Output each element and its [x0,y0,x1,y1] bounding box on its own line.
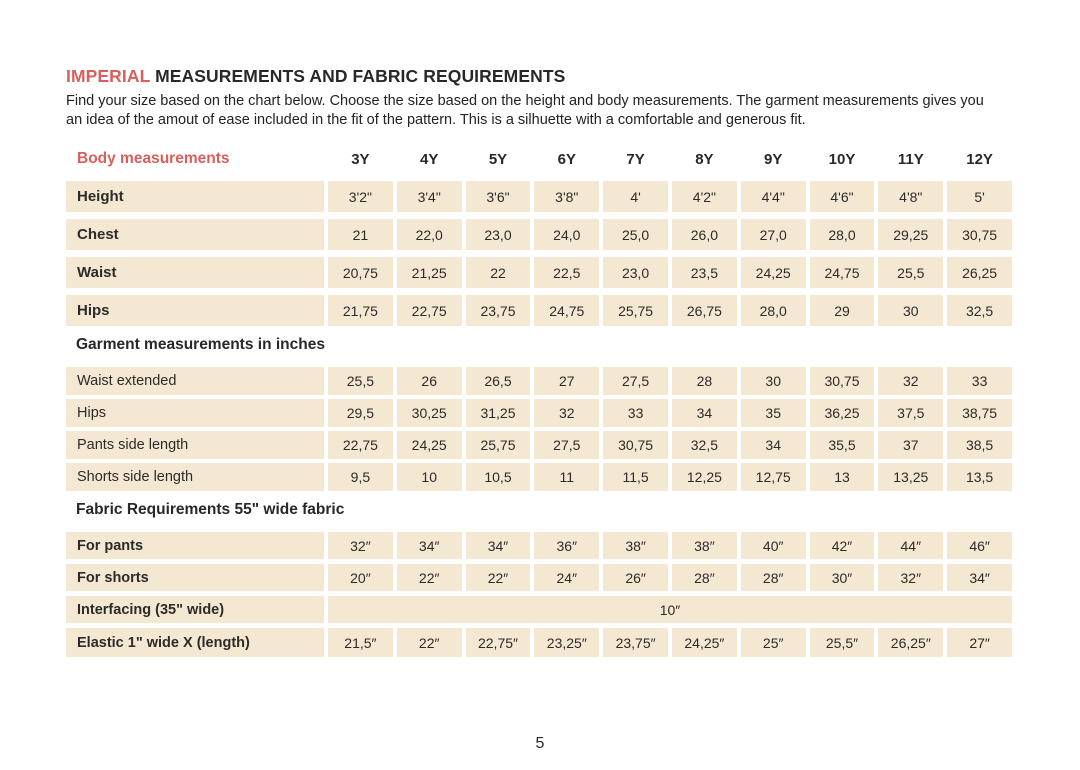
value-cell: 13,5 [947,463,1012,491]
value-cell: 22,75 [397,295,462,326]
size-column-header: 9Y [764,150,783,168]
value-cell: 23,75″ [603,628,668,657]
value-cell: 30 [878,295,943,326]
value-cell: 22″ [397,564,462,591]
row-label: Waist [66,257,324,288]
row-label: Height [66,181,324,212]
table-row [66,257,1012,288]
table-row [66,181,1012,212]
value-cell: 4'8" [878,181,943,212]
value-cell: 27,5 [603,367,668,395]
value-cell: 33 [947,367,1012,395]
table-row [66,596,1012,623]
value-cell: 32″ [878,564,943,591]
value-cell: 30,75 [947,219,1012,250]
page-content [66,66,1012,662]
title-accent-word: IMPERIAL [66,66,151,86]
value-cell: 24,25″ [672,628,737,657]
value-cell: 33 [603,399,668,427]
value-cell: 34″ [397,532,462,559]
value-cell: 26,75 [672,295,737,326]
page-number: 5 [535,735,545,752]
row-label: Pants side length [66,431,324,459]
value-cell: 3'8" [534,181,599,212]
value-cell: 25,0 [603,219,668,250]
value-cell: 26,0 [672,219,737,250]
value-cell: 22,5 [534,257,599,288]
value-cell: 38″ [672,532,737,559]
value-cell: 40″ [741,532,806,559]
value-cell: 27,5 [534,431,599,459]
table-row [66,431,1012,459]
value-cell: 23,0 [466,219,531,250]
value-cell: 30″ [810,564,875,591]
value-cell: 10 [397,463,462,491]
row-label: Elastic 1" wide X (length) [66,628,324,657]
value-cell: 36,25 [810,399,875,427]
table-row [66,399,1012,427]
value-cell: 29,5 [328,399,393,427]
value-cell: 26″ [603,564,668,591]
value-cell: 32″ [328,532,393,559]
value-cell: 29,25 [878,219,943,250]
value-cell: 3'6" [466,181,531,212]
value-cell: 23,5 [672,257,737,288]
value-cell: 22,0 [397,219,462,250]
row-label: For pants [66,532,324,559]
intro-paragraph: Find your size based on the chart below. Choose the size based on the height and body measurements. The garment measurements gives you an idea of the amout of ease included in the fit of the pattern. This is a silhuette with a comfortable and generous fit. [66,93,984,128]
value-cell: 22″ [397,628,462,657]
value-cell: 11,5 [603,463,668,491]
value-cell: 25,75 [466,431,531,459]
size-column-header: 7Y [626,150,645,168]
value-cell: 21 [328,219,393,250]
value-cell: 30,75 [603,431,668,459]
value-cell: 34″ [947,564,1012,591]
section-heading-fabric-requirements: Fabric Requirements 55" wide fabric [76,501,345,519]
value-cell: 9,5 [328,463,393,491]
table-header-row [66,150,1012,168]
value-cell: 24,25 [397,431,462,459]
row-label: Hips [66,399,324,427]
value-cell: 32,5 [947,295,1012,326]
value-cell: 10,5 [466,463,531,491]
value-cell: 30 [741,367,806,395]
row-label: Interfacing (35" wide) [66,596,324,623]
row-label: Shorts side length [66,463,324,491]
value-cell: 23,25″ [534,628,599,657]
value-cell: 38,5 [947,431,1012,459]
value-cell: 31,25 [466,399,531,427]
value-cell: 21,25 [397,257,462,288]
value-cell: 24,75 [534,295,599,326]
value-cell: 24″ [534,564,599,591]
value-cell: 12,75 [741,463,806,491]
value-cell: 25,5″ [810,628,875,657]
size-column-header: 12Y [966,150,993,168]
value-cell: 28 [672,367,737,395]
value-cell: 38,75 [947,399,1012,427]
size-column-header: 6Y [557,150,576,168]
table-row [66,295,1012,326]
value-cell: 46″ [947,532,1012,559]
value-cell: 24,75 [810,257,875,288]
value-cell: 25,5 [328,367,393,395]
value-cell: 32,5 [672,431,737,459]
value-cell: 22 [466,257,531,288]
value-cell: 13,25 [878,463,943,491]
row-label: For shorts [66,564,324,591]
value-cell: 25,5 [878,257,943,288]
value-cell: 26,25″ [878,628,943,657]
table-row [66,463,1012,491]
value-cell: 32 [534,399,599,427]
value-cell: 35 [741,399,806,427]
size-column-header: 5Y [488,150,508,168]
value-cell: 20,75 [328,257,393,288]
value-cell: 22″ [466,564,531,591]
value-cell: 24,25 [741,257,806,288]
value-cell: 23,75 [466,295,531,326]
value-cell: 23,0 [603,257,668,288]
value-cell: 25,75 [603,295,668,326]
value-cell: 3'4" [397,181,462,212]
value-cell: 26 [397,367,462,395]
value-cell: 38″ [603,532,668,559]
value-cell: 32 [878,367,943,395]
value-cell: 34 [672,399,737,427]
value-cell: 4' [603,181,668,212]
value-cell: 3'2" [328,181,393,212]
table-row [66,532,1012,559]
value-cell: 24,0 [534,219,599,250]
size-column-header: 3Y [351,150,370,168]
value-cell: 34 [741,431,806,459]
value-cell: 28,0 [810,219,875,250]
value-cell: 13 [810,463,875,491]
value-cell: 35,5 [810,431,875,459]
section-heading-garment-measurements: Garment measurements in inches [76,336,325,354]
title-rest: MEASUREMENTS AND FABRIC REQUIREMENTS [150,66,566,86]
value-cell: 34″ [466,532,531,559]
value-cell: 42″ [810,532,875,559]
value-cell: 28,0 [741,295,806,326]
value-cell: 30,75 [810,367,875,395]
value-cell: 36″ [534,532,599,559]
row-label: Chest [66,219,324,250]
value-cell: 26,5 [466,367,531,395]
value-cell: 44″ [878,532,943,559]
value-cell: 27 [534,367,599,395]
table-row [66,367,1012,395]
value-cell: 37,5 [878,399,943,427]
value-cell: 29 [810,295,875,326]
table-row [66,219,1012,250]
value-cell: 26,25 [947,257,1012,288]
value-cell: 21,5″ [328,628,393,657]
row-label: Hips [66,295,324,326]
size-column-header: 8Y [695,150,714,168]
value-cell: 21,75 [328,295,393,326]
value-cell: 12,25 [672,463,737,491]
row-label: Waist extended [66,367,324,395]
value-cell: 22,75″ [466,628,531,657]
value-cell: 27″ [947,628,1012,657]
size-column-header: 10Y [828,150,856,168]
value-cell: 20″ [328,564,393,591]
merged-value-cell: 10″ [328,596,1012,623]
table-row [66,628,1012,657]
value-cell: 28″ [672,564,737,591]
value-cell: 37 [878,431,943,459]
value-cell: 28″ [741,564,806,591]
value-cell: 4'2" [672,181,737,212]
value-cell: 4'4" [741,181,806,212]
value-cell: 5' [947,181,1012,212]
size-column-header: 11Y [897,150,924,168]
value-cell: 4'6" [810,181,875,212]
page-title [66,66,1012,87]
measurements-table [66,150,1012,657]
value-cell: 11 [534,463,599,491]
table-row [66,564,1012,591]
size-column-header: 4Y [420,150,439,168]
value-cell: 22,75 [328,431,393,459]
table-header-label: Body measurements [77,150,230,168]
value-cell: 27,0 [741,219,806,250]
value-cell: 25″ [741,628,806,657]
value-cell: 30,25 [397,399,462,427]
